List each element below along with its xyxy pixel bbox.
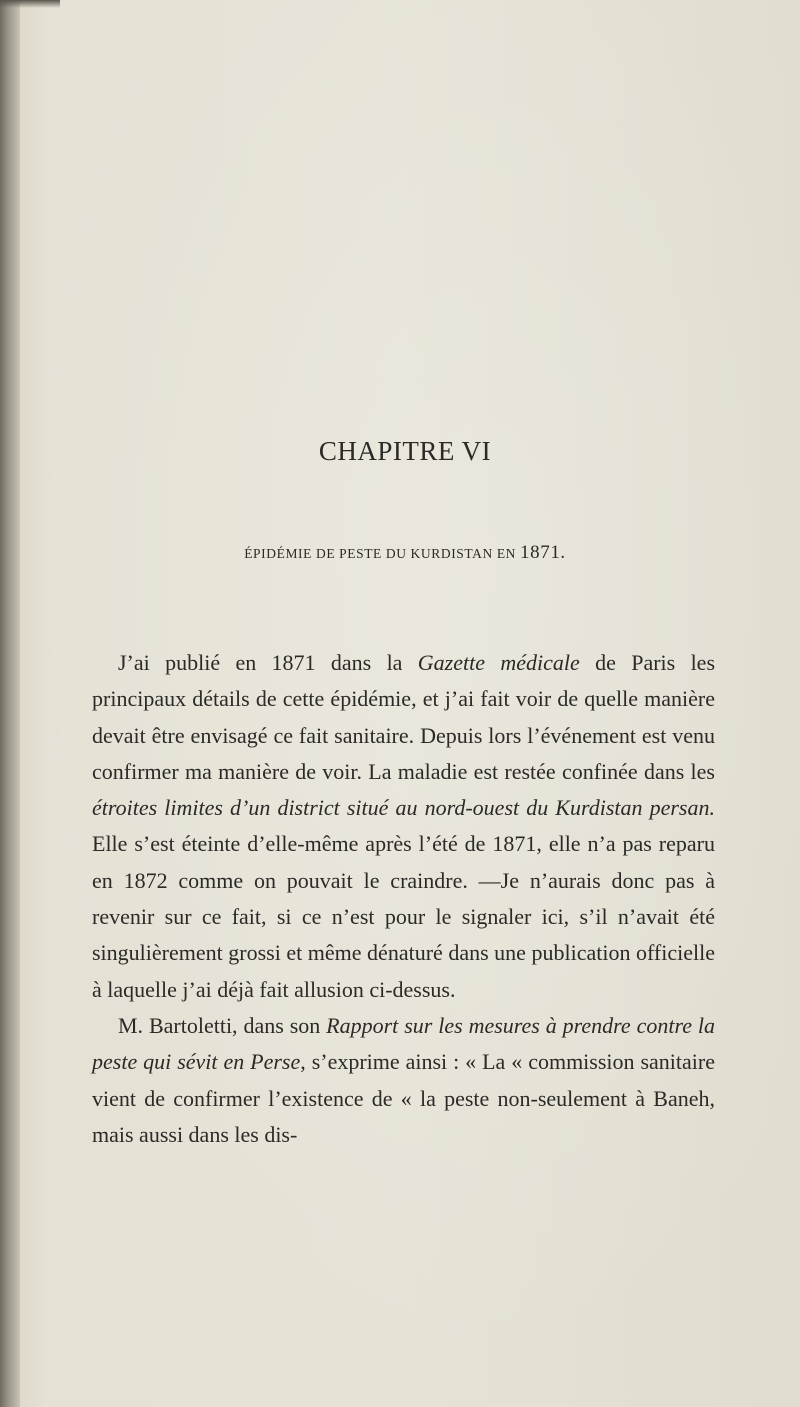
paragraph-2-italic-1: Rapport sur les mesures à prendre contre la peste qui sévit en Perse [92,1012,715,1075]
chapter-subtitle [0,542,800,564]
paragraph-1-italic-2: étroites limites d’un district situé au nord-ouest du Kurdistan persan. [92,795,715,821]
paragraph-1-text-2: de Paris les principaux détails de cette épidémie, et j’ai fait voir de quelle manière devait être envisagé ce fait sanitaire. Depuis lors l’événement est venu confirmer ma manière de voir. La maladie est restée confinée dans les [92,650,716,784]
paragraph-2-text-1: M. Bartoletti, dans son [118,1012,327,1038]
page-edge-shadow [0,0,60,8]
chapter-title: CHAPITRE VI [318,436,492,466]
paragraph-1-text-3: Elle s’est éteinte d’elle-même après l’été de 1871, elle n’a pas reparu en 1872 comme on pouvait le craindre. —Je n’aurais donc pas à revenir sur ce fait, si ce n’est pour le signaler ici, s’il n’avait été singulièrement grossi et même dénaturé dans une publication officielle à laquelle j’ai déjà fait allusion ci-dessus. [92,831,715,1002]
paragraph-2-text-2: , s’exprime ainsi : « La « commission sanitaire vient de confirmer l’existence de « la peste non-seulement à Baneh, mais aussi dans les dis- [92,1049,715,1147]
chapter-subtitle-text: ÉPIDÉMIE DE PESTE DU KURDISTAN EN [244,546,517,561]
paragraph-2 [92,1008,715,1153]
body-text [92,645,715,1153]
paragraph-1 [92,645,715,1008]
paragraph-1-italic-1: Gazette médicale [417,650,580,675]
paragraph-1-text-1: J’ai publié en 1871 dans la [118,650,418,675]
book-spine-shadow [0,0,20,1407]
chapter-subtitle-year: 1871. [520,542,566,563]
